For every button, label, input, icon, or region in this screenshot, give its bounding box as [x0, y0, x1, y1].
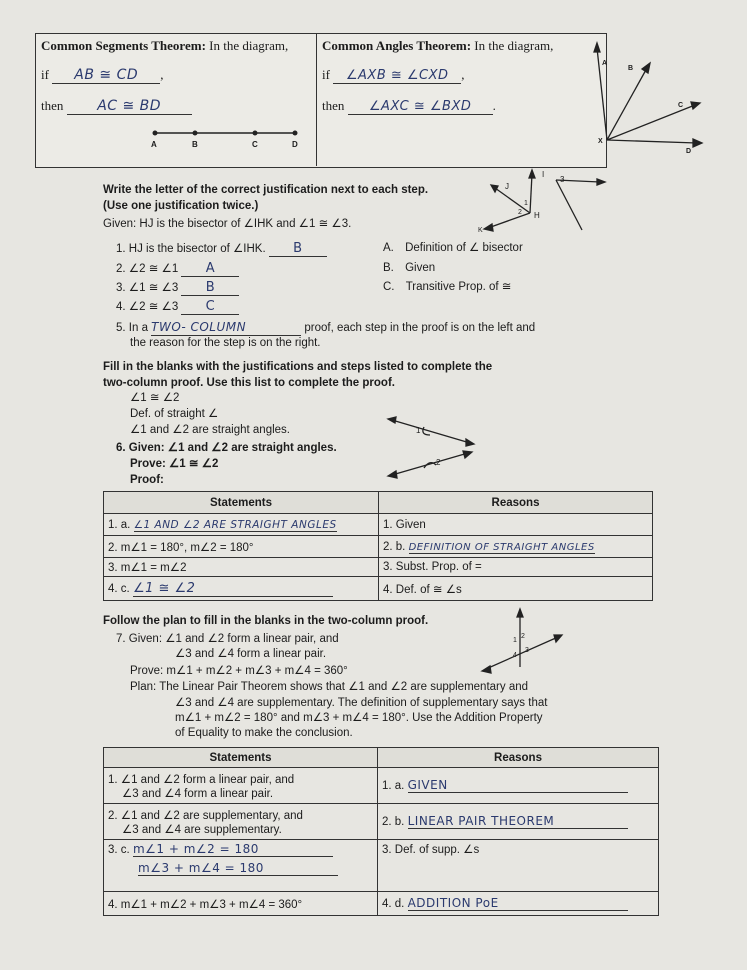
choice-a-text: Definition of ∠ bisector — [405, 242, 523, 254]
bisector-label-i: I — [542, 170, 545, 179]
question-5 — [116, 320, 535, 336]
angle-point-x: X — [598, 138, 603, 145]
angle-point-c: C — [678, 102, 684, 109]
linear-pair-diagram — [478, 607, 568, 677]
table1-header-reasons: Reasons — [379, 492, 653, 514]
linear-label-2: 2 — [521, 633, 525, 640]
if-label: if — [41, 67, 49, 82]
common-angles-then — [322, 98, 496, 115]
proof-table-2 — [103, 747, 659, 916]
point-d: D — [292, 140, 298, 149]
section1-given: Given: HJ is the bisector of ∠IHK and ∠1 ≅ ∠3. — [103, 218, 352, 230]
angle-diagram — [585, 40, 705, 155]
step-4-num: 4. — [116, 301, 126, 313]
table-row — [104, 536, 653, 558]
table2-header-reasons: Reasons — [378, 748, 659, 768]
section1-instruction: Write the letter of the correct justification next to each step. — [103, 184, 429, 196]
common-angles-if — [322, 67, 464, 84]
row2-stmt: 2. m∠1 = 180°, m∠2 = 180° — [104, 536, 379, 558]
step-3-num: 3. — [116, 282, 126, 294]
table-row — [104, 804, 659, 840]
t2-row3-stmt: 3. c. — [108, 844, 130, 856]
q7-plan2: ∠3 and ∠4 are supplementary. The definition of supplementary says that — [175, 697, 548, 709]
t2-row1-reason-pre: 1. a. — [382, 780, 405, 792]
linear-label-1: 1 — [513, 637, 517, 644]
q6-given: 6. Given: ∠1 and ∠2 are straight angles. — [116, 442, 337, 454]
if-answer[interactable]: AB ≅ CD — [52, 67, 160, 84]
q5-post: proof, each step in the proof is on the left and — [304, 322, 536, 334]
if-end: , — [160, 67, 164, 82]
row2-reason-answer[interactable]: DEFINITION OF STRAIGHT ANGLES — [408, 541, 595, 553]
q7-plan1: Plan: The Linear Pair Theorem shows that ∠1 and ∠2 are supplementary and — [130, 681, 529, 693]
q7-prove: Prove: m∠1 + m∠2 + m∠3 + m∠4 = 360° — [130, 665, 348, 677]
list-item-3: ∠1 and ∠2 are straight angles. — [130, 424, 290, 436]
q7-given2: ∠3 and ∠4 form a linear pair. — [175, 648, 327, 660]
row1-stmt-answer[interactable]: ∠1 AND ∠2 ARE STRAIGHT ANGLES — [133, 518, 337, 531]
step-4-answer[interactable]: C — [181, 299, 239, 315]
bisector-label-2: 2 — [518, 209, 522, 216]
t2-row2-reason-pre: 2. b. — [382, 816, 405, 828]
step-3-text: ∠1 ≅ ∠3 — [128, 282, 179, 294]
row1-stmt-pre: 1. a. — [108, 518, 131, 531]
table-row — [104, 768, 659, 804]
q7-given1: 7. Given: ∠1 and ∠2 form a linear pair, and — [116, 633, 339, 645]
angles-if-end: , — [461, 67, 465, 82]
choice-b — [383, 261, 435, 276]
segment-diagram — [140, 125, 310, 155]
q7-plan3: m∠1 + m∠2 = 180° and m∠3 + m∠4 = 180°. Use the Addition Property — [175, 712, 543, 724]
theorem-divider — [316, 33, 317, 166]
straight-label-1: 1 — [416, 426, 421, 435]
angles-if-answer[interactable]: ∠AXB ≅ ∠CXD — [333, 68, 461, 84]
t2-row1-reason-answer[interactable]: GIVEN — [408, 778, 628, 793]
step-1-num: 1. — [116, 243, 126, 255]
point-b: B — [192, 140, 198, 149]
table-row — [104, 840, 659, 892]
q5-answer[interactable]: TWO- COLUMN — [151, 320, 301, 336]
step-1 — [116, 241, 327, 257]
bisector-label-h: H — [534, 211, 540, 220]
t2-row3-stmt-answer[interactable]: m∠1 + m∠2 = 180 — [133, 842, 333, 857]
table1-header-statements: Statements — [104, 492, 379, 514]
section1-instruction2: (Use one justification twice.) — [103, 200, 259, 212]
common-angles-title: Common Angles Theorem: — [322, 38, 472, 53]
table2-header-statements: Statements — [104, 748, 378, 768]
step-2 — [116, 261, 239, 277]
common-segments-title: Common Segments Theorem: — [41, 38, 206, 53]
row2-reason-pre: 2. b. — [383, 540, 406, 553]
common-angles-heading — [322, 38, 553, 54]
t2-row3-reason: 3. Def. of supp. ∠s — [378, 840, 659, 892]
row4-reason: 4. Def. of ≅ ∠s — [379, 577, 653, 601]
step-2-num: 2. — [116, 263, 126, 275]
t2-row3-stmt-answer2[interactable]: m∠3 + m∠4 = 180 — [138, 861, 338, 876]
t2-row4-stmt: 4. m∠1 + m∠2 + m∠3 + m∠4 = 360° — [104, 892, 378, 916]
bisector-label-1: 1 — [524, 200, 528, 207]
angles-then-end: . — [492, 98, 496, 113]
common-angles-intro: In the diagram, — [474, 38, 554, 53]
point-c: C — [252, 140, 258, 149]
step-4 — [116, 299, 239, 315]
table-row — [104, 558, 653, 577]
linear-label-3: 3 — [525, 647, 529, 654]
row1-reason: 1. Given — [379, 514, 653, 536]
t2-row2-stmt: 2. ∠1 and ∠2 are supplementary, and — [108, 809, 303, 822]
row4-stmt-pre: 4. c. — [108, 582, 130, 595]
step-3-answer[interactable]: B — [181, 280, 239, 296]
bisector-label-k: K — [478, 227, 483, 234]
common-segments-then — [41, 98, 192, 115]
step-2-text: ∠2 ≅ ∠1 — [128, 263, 179, 275]
list-item-1: ∠1 ≅ ∠2 — [130, 392, 180, 404]
row3-stmt: 3. m∠1 = m∠2 — [104, 558, 379, 577]
t2-row1-stmt2: ∠3 and ∠4 form a linear pair. — [122, 787, 274, 800]
angles-then-label: then — [322, 98, 345, 113]
angles-then-answer[interactable]: ∠AXC ≅ ∠BXD — [348, 99, 493, 115]
common-segments-heading — [41, 38, 288, 54]
table-row — [104, 577, 653, 601]
angles-if-label: if — [322, 67, 330, 82]
table-row — [104, 892, 659, 916]
then-answer[interactable]: AC ≅ BD — [67, 98, 192, 115]
list-item-2: Def. of straight ∠ — [130, 408, 219, 420]
step-1-text: HJ is the bisector of ∠IHK. — [128, 243, 266, 255]
angle-point-d: D — [686, 148, 692, 155]
q7-plan4: of Equality to make the conclusion. — [175, 727, 353, 739]
row4-stmt-answer[interactable]: ∠1 ≅ ∠2 — [133, 581, 333, 597]
choice-c-text: Transitive Prop. of ≅ — [405, 281, 512, 293]
t2-row1-stmt: 1. ∠1 and ∠2 form a linear pair, and — [108, 773, 295, 786]
row3-reason: 3. Subst. Prop. of = — [379, 558, 653, 577]
choice-b-letter: B. — [383, 262, 394, 274]
step-2-answer[interactable]: A — [181, 261, 239, 277]
straight-label-2: 2 — [436, 458, 441, 467]
step-3 — [116, 280, 239, 296]
then-label: then — [41, 98, 64, 113]
choice-a — [383, 241, 523, 256]
angle-point-b: B — [628, 65, 634, 72]
section2-instruction: Fill in the blanks with the justifications and steps listed to complete the — [103, 361, 493, 373]
straight-angles-diagram — [380, 415, 480, 485]
choice-a-letter: A. — [383, 242, 394, 254]
angle-point-a: A — [602, 60, 608, 67]
table-row — [104, 514, 653, 536]
q6-prove: Prove: ∠1 ≅ ∠2 — [130, 458, 219, 470]
bisector-diagram — [470, 168, 610, 238]
q6-proof-label: Proof: — [130, 474, 164, 486]
common-segments-if — [41, 67, 163, 84]
bisector-label-j: J — [505, 182, 509, 191]
step-1-answer[interactable]: B — [269, 241, 327, 257]
choice-b-text: Given — [405, 262, 436, 274]
t2-row4-reason-answer[interactable]: ADDITION PoE — [408, 896, 628, 911]
t2-row4-reason-pre: 4. d. — [382, 898, 405, 910]
proof-table-1 — [103, 491, 653, 601]
point-a: A — [151, 140, 157, 149]
bisector-label-3: 3 — [560, 175, 565, 184]
section2-instruction2: two-column proof. Use this list to complete the proof. — [103, 377, 395, 389]
linear-label-4: 4 — [513, 652, 517, 659]
choice-c-letter: C. — [383, 281, 395, 293]
section3-instruction: Follow the plan to fill in the blanks in the two-column proof. — [103, 615, 429, 627]
common-segments-intro: In the diagram, — [209, 38, 289, 53]
q5-pre: 5. In a — [116, 322, 148, 334]
choice-c — [383, 280, 511, 295]
step-4-text: ∠2 ≅ ∠3 — [128, 301, 179, 313]
t2-row2-stmt2: ∠3 and ∠4 are supplementary. — [122, 823, 282, 836]
q5-line2: the reason for the step is on the right. — [130, 337, 321, 349]
t2-row2-reason-answer[interactable]: LINEAR PAIR THEOREM — [408, 814, 628, 829]
